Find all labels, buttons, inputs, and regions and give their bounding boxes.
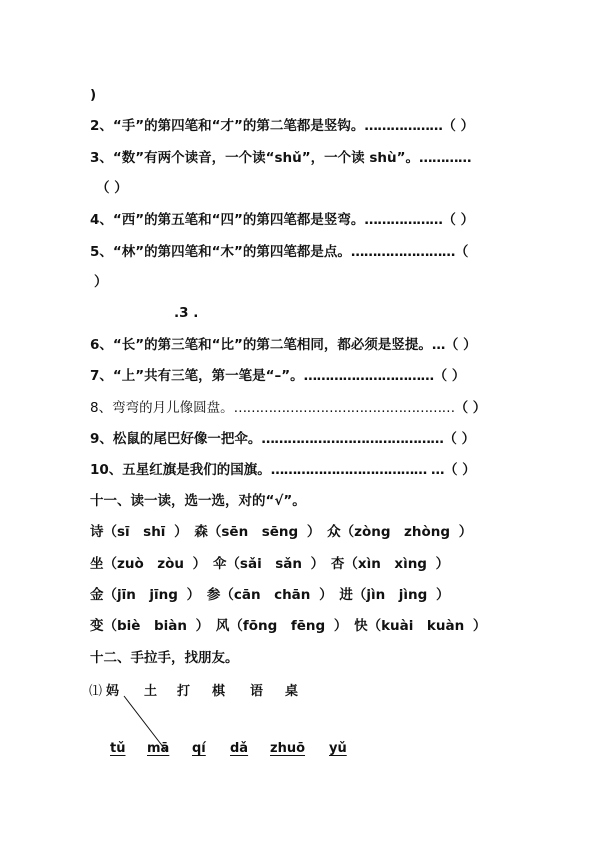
page-number: .3 . (174, 305, 199, 321)
question-6-text: 6、“长”的第三笔和“比”的第二笔相同，都必须是竖提。 (90, 337, 432, 353)
match-char[interactable]: 棋 (212, 684, 226, 699)
question-8-answer-paren[interactable]: （ ） (454, 400, 487, 416)
match-pinyin[interactable]: zhuō (270, 741, 306, 756)
match-char[interactable]: 土 (144, 684, 158, 699)
match-pinyin[interactable]: yǔ (329, 741, 347, 756)
question-10-answer-paren[interactable]: （ ） (444, 462, 476, 478)
question-6-answer-paren[interactable]: （ ） (444, 337, 477, 353)
pinyin-choice-row-3[interactable]: 金（jīn jīng ） 参（cān chān ） 进（jìn jìng ） (90, 587, 450, 603)
question-7-leader: ………………………… (303, 368, 434, 384)
section-12-title: 十二、手拉手，找朋友。 (90, 650, 239, 666)
match-pinyin[interactable]: qí (192, 741, 206, 756)
match-char[interactable]: 桌 (285, 684, 299, 699)
question-2-text: 2、“手”的第四笔和“才”的第二笔都是竖钩。 (90, 118, 365, 134)
question-10-leader: ……………………………… … (270, 462, 444, 478)
question-5-text: 5、“林”的第四笔和“木”的第四笔都是点。 (90, 244, 351, 260)
match-pinyin-row (110, 741, 360, 761)
question-4-text: 4、“西”的第五笔和“四”的第四笔都是竖弯。 (90, 212, 365, 228)
question-3-leader: ………… (418, 150, 471, 166)
question-9-answer-paren[interactable]: （ ） (443, 431, 476, 447)
section-11-title: 十一、读一读，选一选，对的“√”。 (90, 493, 306, 509)
question-4-answer-paren[interactable]: （ ） (442, 212, 475, 228)
question-3-text: 3、“数”有两个读音，一个读“shǔ”，一个读 shù”。 (90, 150, 419, 166)
question-3-answer-paren[interactable]: （ ） (96, 180, 128, 196)
question-7-answer-paren[interactable]: （ ） (433, 368, 466, 384)
question-6-leader: … (431, 337, 445, 353)
match-char[interactable]: 打 (177, 684, 191, 699)
question-5-paren-close: ） (94, 274, 108, 290)
pinyin-choice-row-2[interactable]: 坐（zuò zòu ） 伞（sǎi sǎn ） 杏（xìn xìng ） (90, 556, 450, 572)
question-2-answer-paren[interactable]: （ ） (442, 118, 475, 134)
question-7-text: 7、“上”共有三笔，第一笔是“–”。 (90, 368, 304, 384)
question-8-leader: …………………………………………… (233, 400, 455, 416)
continued-paren: ) (90, 87, 97, 103)
question-5-paren-open[interactable]: （ (454, 244, 469, 260)
match-char[interactable]: 语 (250, 684, 264, 699)
question-2-leader: ……………… (364, 118, 443, 134)
question-10-text: 10、五星红旗是我们的国旗。 (90, 462, 271, 478)
match-pinyin[interactable]: tǔ (110, 741, 126, 756)
match-pinyin[interactable]: dǎ (230, 741, 249, 756)
pinyin-choice-row-4[interactable]: 变（biè biàn ） 风（fōng fēng ） 快（kuài kuàn ） (90, 618, 487, 634)
question-9-text: 9、松鼠的尾巴好像一把伞。 (90, 431, 262, 447)
match-char[interactable]: 妈 (106, 684, 120, 699)
match-pinyin[interactable]: mā (147, 741, 170, 756)
question-5-leader: …………………… (350, 244, 455, 260)
question-8-text: 8、弯弯的月儿像圆盘。 (90, 400, 234, 416)
question-9-leader: …………………………………… (261, 431, 444, 447)
question-4-leader: ……………… (364, 212, 443, 228)
match-label: ⑴ (89, 684, 103, 699)
pinyin-choice-row-1[interactable]: 诗（sī shī ） 森（sēn sēng ） 众（zòng zhòng ） (90, 524, 473, 540)
